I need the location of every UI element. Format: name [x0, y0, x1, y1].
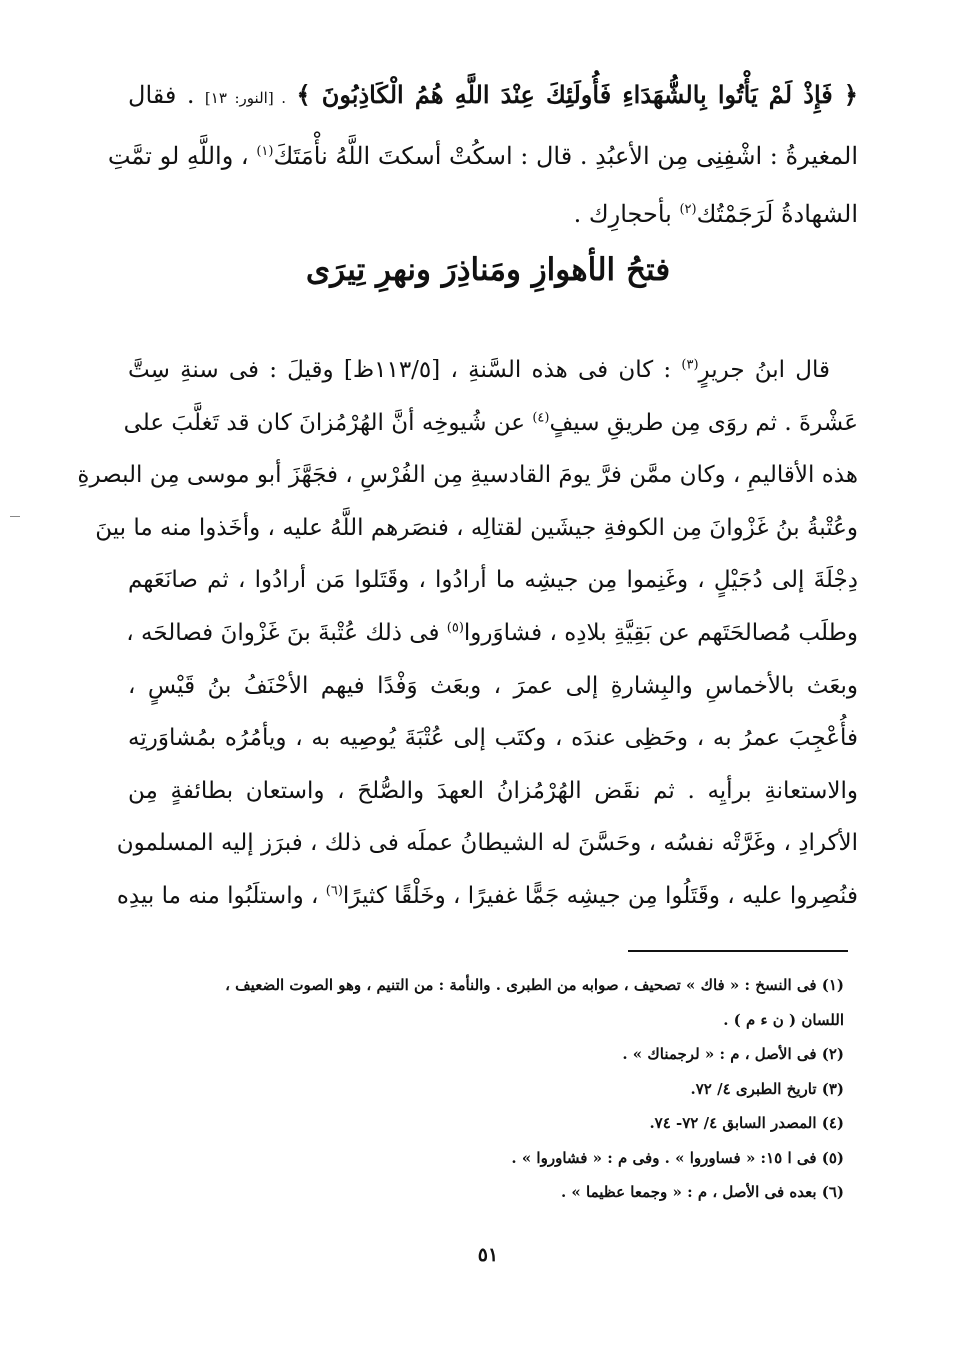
quran-verse: ﴿ فَإِذْ لَمْ يَأْتُوا بِالشُّهَدَاءِ فَأُولَئِكَ عِنْدَ اللَّهِ هُمُ الْكَاذِبُونَ ﴾	[296, 80, 858, 109]
footnote-2: (٢) فى الأصل ، م : « لرجمناك » .	[622, 1045, 844, 1063]
intro-text: بأحجارِك .	[573, 200, 672, 228]
body-text: : كان فى هذه السَّنةِ ، [١١٣/٥ظ] وقيلَ : فى سنةِ سِتَّ	[128, 357, 672, 383]
page-number: ٥١	[477, 1244, 499, 1266]
body-text: عَشْرةَ . ثم روَى مِن طريقِ سيفٍ	[549, 409, 858, 436]
intro-text: . فقال	[128, 81, 195, 109]
footnote-marker: (٦)	[325, 883, 343, 899]
body-line	[128, 607, 858, 660]
footnote-1: (١) فى النسخ : « فاك » تصحيف ، صوابه من الطبرى . والنأمة : من التنيم ، وهو الصوت الضعيف ،	[225, 976, 844, 994]
intro-line	[107, 127, 858, 185]
intro-text: المغيرةُ : اشْفِنِى مِن الأعبُدِ . قال : اسكُتْ أسكتَ اللَّهُ نأْمَتَكَ	[273, 142, 858, 170]
body-line: وعُتْبةُ بنُ غَزْوانَ مِن الكوفةِ جيشَين لقتالِه ، فنصَرهم اللَّهُ عليه ، وأخَذوا منه ما بينَ	[95, 514, 858, 541]
intro-line	[128, 66, 858, 127]
body-paragraph	[77, 344, 858, 923]
footnote-marker: (٤)	[532, 409, 550, 425]
footnote-marker: (٥)	[446, 620, 464, 636]
footnote-1-continued: اللسان ( ن ء م ) .	[723, 1010, 844, 1029]
quran-reference: . [النور: ١٣]	[204, 89, 287, 107]
body-line: وبعَث بالأخماسِ والبِشارةِ إلى عمرَ ، وبعَث وَفْدًا فيهم الأحْنَفُ بنُ قَيْسٍ ،	[128, 672, 858, 699]
body-text: فنُصِروا عليه ، وقَتَلُوا مِن جيشِه جَمًّا غفيرًا ، وخَلْقًا كثيرًا	[342, 882, 858, 909]
body-line	[123, 397, 858, 450]
body-line: الأكرادِ ، وغَرَّتْه نفسُه ، وحَسَّنَ له الشيطانُ عملَه فى ذلك ، فبرَز إليه المسلمون	[116, 830, 858, 857]
body-text: وطلَب مُصالحَتَهم عن بَقِيَّةِ بلادِه ، فشاوَروا	[463, 619, 858, 646]
body-text: قال ابنُ جريرٍ	[698, 357, 830, 383]
footnote-marker: (٢)	[679, 202, 697, 217]
footnotes	[128, 968, 844, 1210]
footnote-marker: (٣)	[681, 357, 699, 373]
footnote-divider	[628, 950, 848, 952]
footnote-4: (٤) المصدر السابق ٤/ ٧٢- ٧٤.	[649, 1114, 844, 1132]
body-line	[116, 870, 858, 923]
section-heading: فتحُ الأهوازِ ومَناذِرَ ونهرِ تِيرَى	[305, 252, 671, 288]
body-line	[128, 344, 858, 397]
footnote-5: (٥) فى ا ١٥: « فساوروا » . وفى م : « فشاوروا » .	[511, 1148, 844, 1167]
body-text: عن شُيوخِه أنَّ الهُرْمُزانَ كان قد تَغلَّبَ على	[123, 409, 526, 436]
intro-line	[128, 185, 858, 243]
intro-paragraph	[107, 66, 858, 243]
footnote-marker: (١)	[256, 144, 274, 159]
footnote-6: (٦) بعده فى الأصل ، م : « وجمعا عظيما » .	[560, 1183, 844, 1201]
footnote-3: (٣) تاريخ الطبرى ٤/ ٧٢.	[690, 1079, 844, 1098]
body-line: دِجْلَةَ إلى دُجَيْلٍ ، وغَنِموا مِن جيشِه ما أرادُوا ، وقَتَلوا مَن أرادُوا ، ثم صانَعَهم	[128, 567, 858, 594]
body-line: هذه الأقاليمِ ، وكان ممَّن فرَّ يومَ القادسيةِ مِن الفُرْسِ ، فجَهَّزَ أبو موسى مِن البصرةِ	[77, 462, 858, 489]
margin-mark	[10, 516, 20, 517]
intro-text: الشهادةُ لَرَجَمْتُك	[696, 200, 858, 228]
body-text: فى ذلك عُتْبةَ بنَ غَزْوانَ فصالحَه ،	[126, 619, 440, 646]
body-line: فأُعْجِبَ عمرُ به ، وحَظِى عندَه ، وكتَب إلى عُتْبَةَ يُوصِيه به ، ويأمُرُه بمُشاوَرتِه	[128, 725, 858, 752]
body-line: والاستعانةِ برأيِه . ثم نقَض الهُرْمُزانُ العهدَ والصُّلحَ ، واستعان بطائفةٍ مِن	[128, 777, 858, 804]
body-text: ، واستلَبُوا منه ما بيدِه	[116, 882, 319, 909]
intro-text: ، واللَّهِ لو تمَّتِ	[107, 142, 249, 170]
